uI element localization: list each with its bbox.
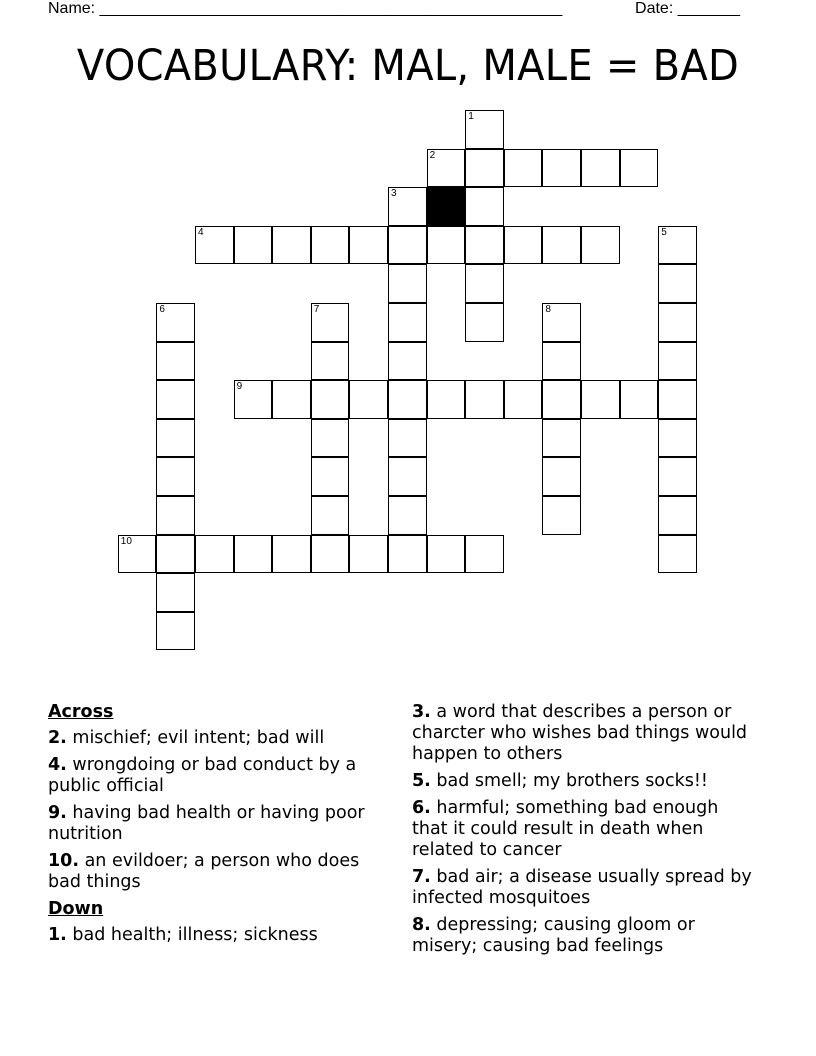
clue-number: 1 [468, 111, 474, 122]
crossword-cell[interactable] [156, 457, 195, 496]
clue-number-label: 5. [412, 771, 431, 791]
clue-number: 6 [159, 304, 165, 315]
crossword-cell[interactable] [427, 149, 466, 188]
crossword-cell[interactable] [311, 380, 350, 419]
across-clue [48, 755, 393, 797]
clue-number-label: 8. [412, 915, 431, 935]
crossword-cell[interactable] [311, 457, 350, 496]
crossword-cell[interactable] [542, 419, 581, 458]
clue-text: a word that describes a person or charcter who wishes bad things would happen to others [412, 702, 748, 764]
black-cell [427, 187, 466, 226]
clue-number: 10 [120, 535, 132, 547]
clue-number: 8 [545, 304, 551, 315]
crossword-cell[interactable] [581, 226, 620, 265]
crossword-cell[interactable] [118, 535, 157, 574]
crossword-cell[interactable] [542, 303, 581, 342]
crossword-cell[interactable] [195, 226, 234, 265]
across-clue-list [48, 728, 393, 893]
crossword-cell[interactable] [658, 457, 697, 496]
crossword-cell[interactable] [311, 419, 350, 458]
crossword-cell[interactable] [542, 226, 581, 265]
crossword-cell[interactable] [349, 535, 388, 574]
crossword-cell[interactable] [388, 303, 427, 342]
crossword-cell[interactable] [156, 535, 195, 574]
crossword-cell[interactable] [465, 110, 504, 149]
clue-text: bad health; illness; sickness [66, 925, 318, 945]
crossword-cell[interactable] [195, 535, 234, 574]
crossword-cell[interactable] [272, 535, 311, 574]
across-clue [48, 728, 393, 749]
crossword-cell[interactable] [311, 496, 350, 535]
crossword-cell[interactable] [658, 342, 697, 381]
crossword-cell[interactable] [542, 496, 581, 535]
crossword-cell[interactable] [234, 226, 273, 265]
crossword-cell[interactable] [234, 380, 273, 419]
down-clue [412, 798, 757, 861]
clue-number-label: 10. [48, 851, 80, 871]
crossword-cell[interactable] [311, 226, 350, 265]
date-field[interactable]: Date: _______ [635, 0, 740, 17]
crossword-cell[interactable] [658, 226, 697, 265]
crossword-cell[interactable] [427, 535, 466, 574]
crossword-cell[interactable] [156, 612, 195, 651]
clue-text: bad smell; my brothers socks!! [430, 771, 708, 791]
clue-text: depressing; causing gloom or misery; causing bad feelings [412, 915, 695, 956]
clues-right-column [412, 702, 757, 963]
clue-number: 7 [313, 304, 320, 315]
clue-text: having bad health or having poor nutrition [48, 803, 365, 844]
crossword-cell[interactable] [465, 187, 504, 226]
clue-number-label: 7. [412, 867, 431, 887]
clue-text: harmful; something bad enough that it could result in death when related to cancer [412, 798, 719, 860]
crossword-cell[interactable] [427, 380, 466, 419]
crossword-cell[interactable] [658, 535, 697, 574]
clue-number-label: 3. [412, 702, 431, 722]
crossword-cell[interactable] [465, 535, 504, 574]
crossword-cell[interactable] [388, 457, 427, 496]
crossword-cell[interactable] [388, 226, 427, 265]
down-clue [412, 702, 757, 765]
crossword-cell[interactable] [427, 226, 466, 265]
clue-text: wrongdoing or bad conduct by a public official [48, 755, 357, 796]
clue-number-label: 4. [48, 755, 67, 775]
across-clue [48, 851, 393, 893]
down-heading: Down [48, 899, 104, 919]
crossword-cell[interactable] [581, 149, 620, 188]
crossword-cell[interactable] [542, 457, 581, 496]
crossword-cell[interactable] [504, 149, 543, 188]
crossword-cell[interactable] [542, 149, 581, 188]
clue-text: an evildoer; a person who does bad things [48, 851, 360, 892]
crossword-cell[interactable] [658, 496, 697, 535]
down-clue [48, 925, 393, 946]
crossword-cell[interactable] [156, 496, 195, 535]
crossword-cell[interactable] [388, 264, 427, 303]
crossword-cell[interactable] [620, 149, 659, 188]
crossword-cell[interactable] [465, 264, 504, 303]
clue-number-label: 6. [412, 798, 431, 818]
crossword-cell[interactable] [234, 535, 273, 574]
crossword-cell[interactable] [388, 535, 427, 574]
clue-text: bad air; a disease usually spread by infected mosquitoes [412, 867, 752, 908]
crossword-cell[interactable] [658, 380, 697, 419]
crossword-cell[interactable] [465, 226, 504, 265]
down-clue [412, 771, 757, 792]
crossword-cell[interactable] [620, 380, 659, 419]
crossword-cell[interactable] [388, 342, 427, 381]
clue-number-label: 9. [48, 803, 67, 823]
down-clue [412, 867, 757, 909]
clue-text: mischief; evil intent; bad will [66, 728, 325, 748]
crossword-cell[interactable] [156, 303, 195, 342]
crossword-cell[interactable] [272, 380, 311, 419]
down-clue-list-right [412, 702, 757, 957]
crossword-cell[interactable] [658, 419, 697, 458]
crossword-cell[interactable] [504, 380, 543, 419]
down-clue-list-left [48, 925, 393, 946]
crossword-cell[interactable] [388, 496, 427, 535]
name-field[interactable]: Name: ____________________________________________________ [48, 0, 563, 17]
crossword-cell[interactable] [542, 380, 581, 419]
crossword-cell[interactable] [311, 303, 350, 342]
crossword-cell[interactable] [388, 380, 427, 419]
crossword-cell[interactable] [349, 226, 388, 265]
crossword-cell[interactable] [465, 380, 504, 419]
crossword-cell[interactable] [388, 419, 427, 458]
crossword-cell[interactable] [311, 342, 350, 381]
clues-left-column [48, 702, 393, 952]
down-clue [412, 915, 757, 957]
crossword-cell[interactable] [311, 535, 350, 574]
crossword-cell[interactable] [658, 303, 697, 342]
clue-number-label: 1. [48, 925, 67, 945]
crossword-cell[interactable] [156, 342, 195, 381]
clue-number: 9 [236, 381, 243, 393]
crossword-cell[interactable] [465, 303, 504, 342]
page-title: VOCABULARY: MAL, MALE = BAD [76, 41, 740, 91]
crossword-cell[interactable] [581, 380, 620, 419]
crossword-cell[interactable] [156, 573, 195, 612]
crossword-cell[interactable] [504, 226, 543, 265]
clue-number: 3 [391, 188, 397, 200]
clue-number-label: 2. [48, 728, 67, 748]
clue-number: 5 [661, 226, 667, 238]
clue-number: 4 [198, 226, 204, 238]
crossword-cell[interactable] [156, 380, 195, 419]
crossword-cell[interactable] [465, 149, 504, 188]
crossword-cell[interactable] [388, 187, 427, 226]
across-heading: Across [48, 702, 114, 722]
crossword-cell[interactable] [349, 380, 388, 419]
crossword-cell[interactable] [156, 419, 195, 458]
clue-number: 2 [429, 149, 436, 161]
crossword-cell[interactable] [542, 342, 581, 381]
across-clue [48, 803, 393, 845]
crossword-cell[interactable] [272, 226, 311, 265]
crossword-cell[interactable] [658, 264, 697, 303]
